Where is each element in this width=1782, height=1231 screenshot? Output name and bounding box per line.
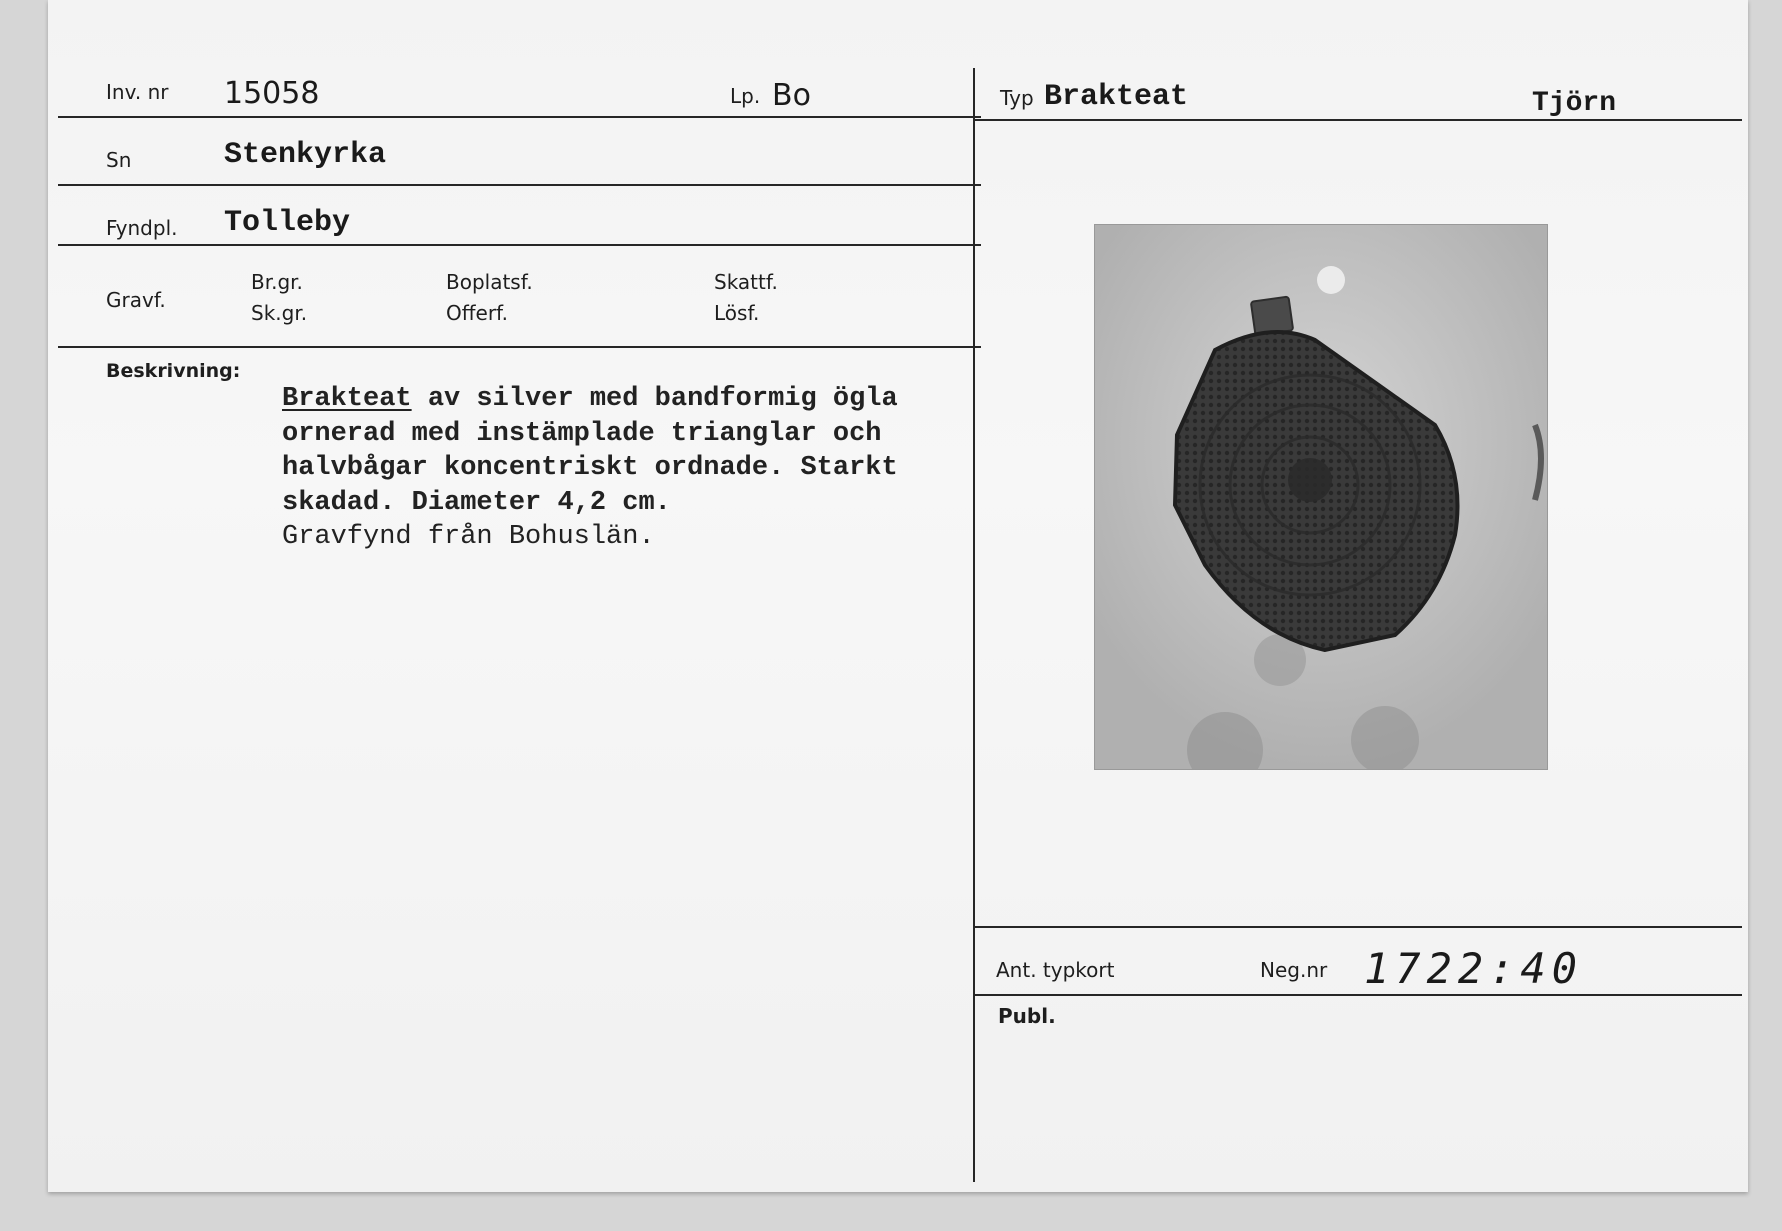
divider-sn-row (58, 184, 981, 186)
divider-fyndpl-row (58, 244, 981, 246)
gravf-label: Gravf. (106, 288, 166, 312)
lp-value: Bo (772, 78, 811, 113)
description-line-4: skadad. Diameter 4,2 cm. (282, 487, 671, 518)
typ-value: Brakteat (1044, 80, 1189, 114)
description-line-1 (282, 382, 898, 417)
negnr-label: Neg.nr (1260, 958, 1328, 982)
skgr-label: Sk.gr. (251, 301, 308, 325)
divider-ant-bottom (975, 994, 1742, 996)
description-line-2: ornerad med instämplade trianglar och (282, 418, 882, 449)
catalog-card (48, 0, 1748, 1192)
publ-label: Publ. (998, 1004, 1056, 1028)
ant-typkort-label: Ant. typkort (996, 958, 1115, 982)
region-value: Tjörn (1532, 88, 1617, 119)
description-line-1-rest: av silver med bandformig ögla (411, 384, 898, 414)
offerf-label: Offerf. (446, 301, 508, 325)
sn-label: Sn (106, 148, 132, 172)
negnr-value: 1722:40 (1364, 944, 1584, 993)
description-line-3: halvbågar koncentriskt ordnade. Starkt (282, 453, 898, 483)
divider-gravf-row (58, 346, 981, 348)
bracteate-image (1095, 225, 1547, 769)
boplatsf-label: Boplatsf. (446, 270, 533, 294)
center-divider (973, 68, 975, 1182)
fyndpl-value: Tolleby (224, 206, 351, 240)
beskrivning-label: Beskrivning: (106, 360, 241, 382)
artifact-photo (1094, 224, 1548, 770)
skattf-label: Skattf. (714, 270, 778, 294)
typ-label: Typ (1000, 86, 1034, 110)
lp-label: Lp. (730, 84, 761, 108)
description-text (282, 382, 898, 555)
divider-typ-row (975, 119, 1742, 121)
description-line-5: Gravfynd från Bohuslän. (282, 522, 655, 552)
sn-value: Stenkyrka (224, 138, 387, 172)
fyndpl-label: Fyndpl. (106, 216, 178, 240)
brgr-label: Br.gr. (251, 270, 303, 294)
description-first-word: Brakteat (282, 384, 412, 414)
divider-inv-row (58, 116, 981, 118)
losf-label: Lösf. (714, 301, 760, 325)
inv-nr-label: Inv. nr (106, 80, 169, 104)
divider-ant-top (975, 926, 1742, 928)
inv-nr-value: 15058 (224, 76, 320, 111)
